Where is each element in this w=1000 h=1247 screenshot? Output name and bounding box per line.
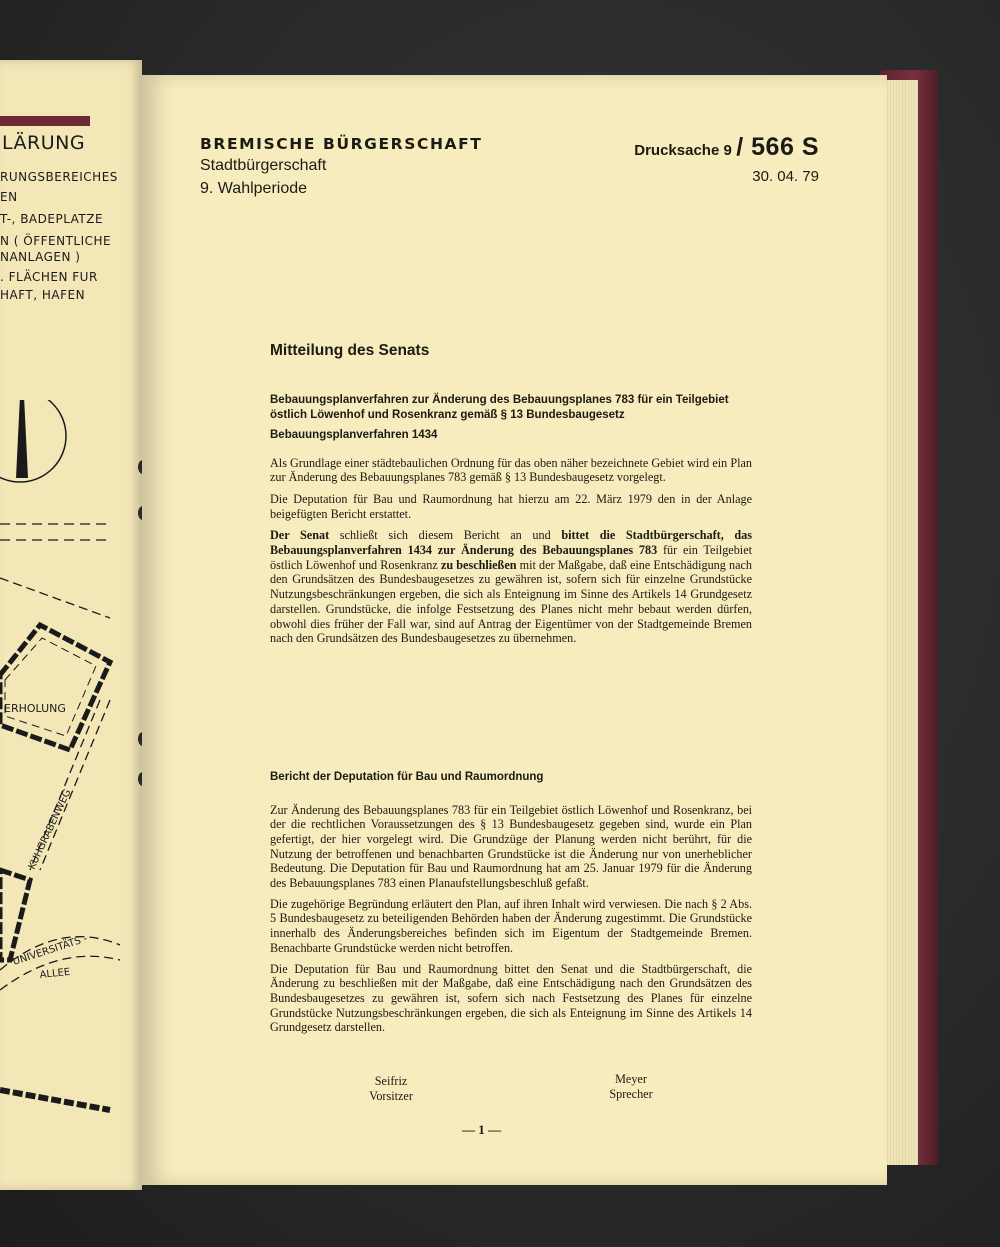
mitteilung-procedure: Bebauungsplanverfahren 1434: [270, 429, 438, 441]
signature-left-name: Seifriz: [374, 1074, 408, 1088]
mitteilung-paragraph-1: Als Grundlage einer städtebaulichen Ordnung für das oben näher bezeichnete Gebiet wird ein Plan zur Änderung des Bebauungsplanes 783 gemäß § 13 Bundesbaugesetz vorgelegt.: [270, 455, 752, 485]
drucksache-number: [634, 133, 819, 162]
mitteilung-subject: Bebauungsplanverfahren zur Änderung des Bebauungsplanes 783 für ein Teilgebiet östlich Löwenhof und Rosenkranz gemäß § 13 Bundesbaugesetz: [270, 394, 729, 421]
section-title-mitteilung: Mitteilung des Senats: [270, 342, 430, 359]
header-stadtbuergerschaft: Stadtbürgerschaft: [200, 157, 327, 174]
left-cover-edge: [0, 116, 90, 126]
left-line-4: T-, BADEPLATZE: [0, 212, 104, 226]
text-run: für ein Teilgebiet östlich Löwenhof und Rosenkranz: [270, 543, 752, 572]
left-page: [0, 60, 142, 1190]
map-label-allee: ALLEE: [39, 966, 71, 981]
map-label-universitaets: UNIVERSITÄTS -: [11, 933, 89, 968]
bericht-section: [270, 770, 752, 1035]
left-line-2: RUNGSBEREICHES: [0, 170, 118, 184]
left-line-7: . FLÄCHEN FUR: [0, 270, 98, 284]
signature-right: [571, 1072, 691, 1101]
section-title-bericht: Bericht der Deputation für Bau und Raumordnung: [270, 771, 544, 783]
page-number: — 1 —: [462, 1122, 501, 1137]
map-label-erholung: ERHOLUNG: [4, 702, 66, 715]
signature-right-name: Meyer: [615, 1072, 647, 1086]
header-wahlperiode: 9. Wahlperiode: [200, 180, 308, 197]
mitteilung-paragraph-3: [270, 528, 752, 646]
bericht-paragraph-2: Die zugehörige Begründung erläutert den Plan, auf ihren Inhalt wird verwiesen. Die nach § 2 Abs. 5 Bundesbaugesetz zu beteiligenden Behörden haben der Änderung zugestimmt. Die Grundstücke innerhalb des Änderungsbereiches befinden sich im Eigentum der Stadtgemeinde Bremen. Benachbarte Grundstücke werden nicht betroffen.: [270, 896, 752, 955]
left-line-8: HAFT, HAFEN: [0, 288, 86, 302]
document-page: [142, 75, 887, 1185]
left-map-drawing: [0, 400, 142, 1160]
mitteilung-paragraph-2: Die Deputation für Bau und Raumordnung hat hierzu am 22. März 1979 den in der Anlage beigefügten Bericht erstattet.: [270, 491, 752, 521]
bericht-paragraph-3: Die Deputation für Bau und Raumordnung bittet den Senat und die Stadtbürgerschaft, die Änderung zu beschließen mit der Maßgabe, daß eine Entschädigung nach den Grundsätzen des Bundesbaugesetzes zu gewähren ist, sofern sich nach Festsetzung des Planes für einzelne Grundstücke Nutzungsbeschränkungen ergeben, die sich als Enteignung im Sinne des Artikels 14 Grundgesetz darstellen.: [270, 961, 752, 1035]
drucksache-label: Drucksache 9: [634, 142, 732, 159]
left-line-3: EN: [0, 190, 18, 204]
map-label-kuhgrabenweg: KUHGRABENWEG: [26, 787, 74, 872]
text-bold: Der Senat: [270, 528, 330, 543]
signature-right-role: Sprecher: [609, 1086, 653, 1101]
document-date: 30. 04. 79: [752, 168, 819, 185]
drucksache-id: / 566 S: [736, 133, 819, 161]
text-run: schließt sich diesem Bericht an und: [329, 528, 562, 543]
header-organization: BREMISCHE BÜRGERSCHAFT: [200, 135, 483, 153]
left-line-6: NANLAGEN ): [0, 250, 81, 264]
left-line-5: N ( ÖFFENTLICHE: [0, 234, 112, 248]
mitteilung-section: [270, 393, 752, 646]
signature-left: [331, 1074, 451, 1103]
signature-left-role: Vorsitzer: [369, 1088, 413, 1103]
text-run: mit der Maßgabe, daß eine Entschädigung nach den Grundsätzen des Bundesbaugesetzes zu gewähren ist, sofern sich für einzelne Grundstücke Nutzungsbeschränkungen ergeben, die sich als Enteignung im Sinne des Artikels 14 Grundgesetz darstellen. Grundstücke, die infolge Festsetzung des Planes nicht mehr bebaut werden dürfen, obwohl dies früher der Fall war, sind auf Antrag der Eigentümer von der Stadtgemeinde Bremen nach den Grundsätzen des Bundesbaugesetzes zu übernehmen.: [270, 557, 753, 646]
text-bold: zu beschließen: [440, 557, 517, 572]
text-bold: bittet die Stadtbürgerschaft, das Bebauungsplanverfahren 1434 zur Änderung des Bebauungsplanes 783: [270, 528, 752, 558]
bericht-paragraph-1: Zur Änderung des Bebauungsplanes 783 für ein Teilgebiet östlich Löwenhof und Rosenkranz, bei der die rechtlichen Voraussetzungen des § 13 Bundesbaugesetz gegeben sind, wurde ein Plan gefertigt, der hier vorgelegt wird. Die Grundzüge der Planung werden nicht berührt, für die Nutzung der betroffenen und benachbarten Grundstücke ist die Änderung nur von unerheblicher Bedeutung. Die Deputation für Bau und Raumordnung hat am 25. Januar 1979 für die Änderung des Bebauungsplanes 783 einen Planaufstellungsbeschluß gefaßt.: [270, 802, 752, 891]
left-line-1: LÄRUNG: [2, 132, 86, 154]
